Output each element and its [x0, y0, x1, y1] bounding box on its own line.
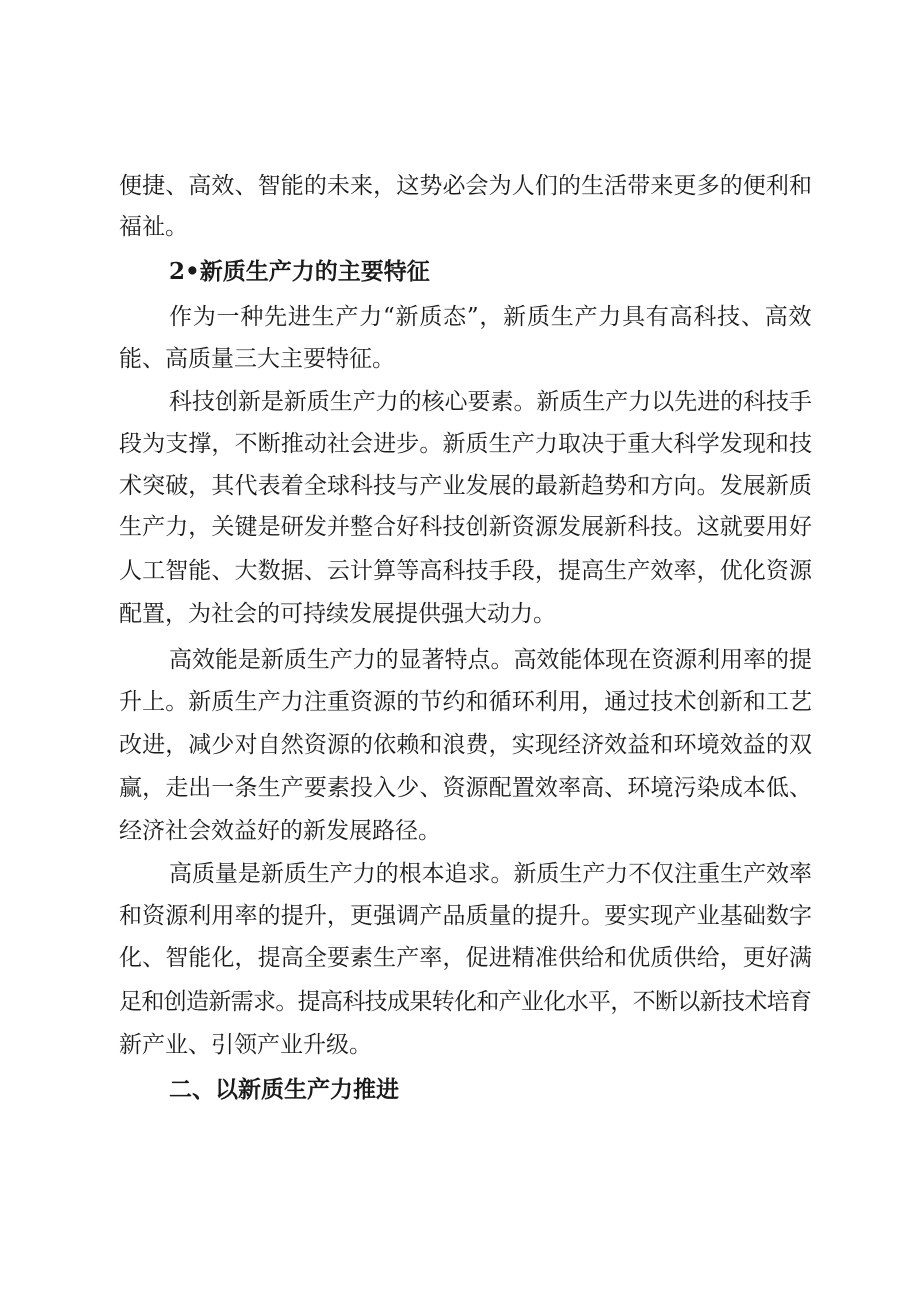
paragraph-line: 配置，为社会的可持续发展提供强大动力。: [119, 601, 556, 627]
paragraph-line: 人工智能、大数据、云计算等高科技手段，提高生产效率，优化资源: [119, 558, 813, 584]
paragraph-line: 便捷、高效、智能的未来，这势必会为人们的生活带来更多的便利和: [119, 173, 813, 199]
paragraph-line: 作为一种先进生产力“新质态”，新质生产力具有高科技、高效: [169, 304, 813, 330]
paragraph-line: 赢，走出一条生产要素投入少、资源配置效率高、环境污染成本低、: [119, 775, 813, 801]
paragraph-line: 经济社会效益好的新发展路径。: [119, 818, 441, 844]
paragraph-line: 生产力，关键是研发并整合好科技创新资源发展新科技。这就要用好: [119, 514, 813, 540]
paragraph-line: 科技创新是新质生产力的核心要素。新质生产力以先进的科技手: [169, 389, 812, 415]
paragraph-line: 新产业、引领产业升级。: [119, 1032, 372, 1058]
paragraph-line: 升上。新质生产力注重资源的节约和循环利用，通过技术创新和工艺: [119, 689, 813, 715]
paragraph-line: 和资源利用率的提升，更强调产品质量的提升。要实现产业基础数字: [119, 903, 813, 929]
paragraph-line: 高质量是新质生产力的根本追求。新质生产力不仅注重生产效率: [169, 861, 812, 887]
paragraph-line: 福祉。: [119, 214, 188, 240]
section-heading: 二、以新质生产力推进: [169, 1076, 399, 1103]
paragraph-line: 高效能是新质生产力的显著特点。高效能体现在资源利用率的提: [169, 647, 812, 673]
paragraph-line: 改进，减少对自然资源的依赖和浪费，实现经济效益和环境效益的双: [119, 732, 813, 758]
paragraph-line: 段为支撑，不断推动社会进步。新质生产力取决于重大科学发现和技: [119, 431, 813, 457]
paragraph-line: 能、高质量三大主要特征。: [119, 346, 395, 372]
paragraph-line: 足和创造新需求。提高科技成果转化和产业化水平，不断以新技术培育: [119, 989, 812, 1015]
section-heading: 2•新质生产力的主要特征: [169, 258, 430, 285]
paragraph-line: 化、智能化，提高全要素生产率，促进精准供给和优质供给，更好满: [119, 945, 813, 971]
paragraph-line: 术突破，其代表着全球科技与产业发展的最新趋势和方向。发展新质: [119, 473, 813, 499]
